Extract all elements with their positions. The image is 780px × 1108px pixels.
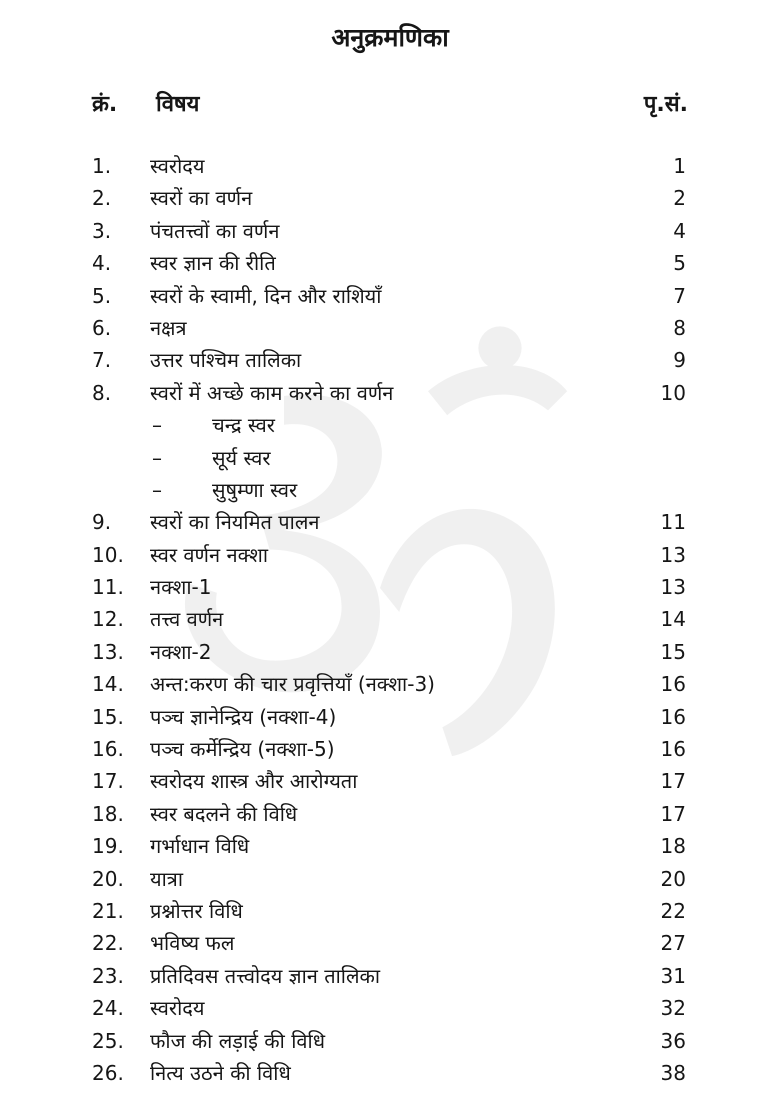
entry-subject: नक्शा-1 [150, 575, 212, 600]
entry-number: 10. [92, 542, 124, 567]
entry-number: 7. [92, 348, 112, 373]
entry-number: 17. [92, 769, 124, 794]
entry-subject: स्वरों में अच्छे काम करने का वर्णन [150, 380, 394, 405]
entry-subject: सुषुम्णा स्वर [212, 477, 298, 502]
entry-number: 2. [92, 186, 112, 211]
list-item [0, 280, 780, 312]
entry-subject: नक्षत्र [150, 315, 187, 340]
entry-number: 11. [92, 575, 124, 600]
sub-list-item [0, 442, 780, 474]
entry-page: 7 [673, 283, 686, 308]
list-item [0, 765, 780, 797]
entry-subject: उत्तर पश्चिम तालिका [150, 348, 302, 373]
entry-subject: स्वर वर्णन नक्शा [150, 542, 269, 567]
entry-subject: स्वरोदय [150, 996, 205, 1021]
entry-subject: यात्रा [150, 866, 183, 891]
entry-number: 22. [92, 931, 124, 956]
entry-page: 5 [673, 251, 686, 276]
list-item [0, 150, 780, 182]
entry-number: 4. [92, 251, 112, 276]
list-item [0, 571, 780, 603]
list-item [0, 992, 780, 1024]
entry-page: 2 [673, 186, 686, 211]
sub-list-item [0, 409, 780, 441]
entry-subject: पञ्च कर्मेन्द्रिय (नक्शा-5) [150, 737, 335, 762]
header-number-label: क्रं. [92, 92, 118, 117]
list-item [0, 1025, 780, 1057]
list-item [0, 312, 780, 344]
entry-dash: – [152, 445, 162, 470]
header-subject-label: विषय [156, 92, 200, 117]
entry-subject: स्वर ज्ञान की रीति [150, 251, 276, 276]
entry-subject: स्वरों का वर्णन [150, 186, 253, 211]
entry-subject: पञ्च ज्ञानेन्द्रिय (नक्शा-4) [150, 704, 337, 729]
entry-number: 16. [92, 737, 124, 762]
entry-page: 9 [673, 348, 686, 373]
list-item [0, 927, 780, 959]
list-item [0, 539, 780, 571]
entry-page: 16 [660, 672, 686, 697]
entry-subject: स्वरोदय [150, 154, 205, 178]
table-header [0, 88, 780, 122]
entry-subject: फौज की लड़ाई की विधि [150, 1028, 325, 1053]
entry-page: 17 [660, 769, 686, 794]
entry-number: 1. [92, 154, 112, 178]
entry-number: 14. [92, 672, 124, 697]
entry-number: 18. [92, 801, 124, 826]
entry-page: 32 [660, 996, 686, 1021]
entry-page: 16 [660, 737, 686, 762]
entry-page: 36 [660, 1028, 686, 1053]
entry-subject: तत्त्व वर्णन [150, 607, 224, 632]
entry-page: 15 [660, 639, 686, 664]
list-item [0, 895, 780, 927]
list-item [0, 798, 780, 830]
entry-subject: स्वरों का नियमित पालन [150, 510, 320, 535]
entry-number: 9. [92, 510, 112, 535]
entry-page: 13 [660, 542, 686, 567]
entry-subject: नित्य उठने की विधि [150, 1060, 291, 1085]
list-item [0, 247, 780, 279]
entry-subject: पंचतत्त्वों का वर्णन [150, 218, 280, 243]
list-item [0, 603, 780, 635]
entry-page: 4 [673, 218, 686, 243]
contents-list [0, 150, 780, 1089]
entry-page: 11 [660, 510, 686, 535]
list-item [0, 1057, 780, 1089]
entry-number: 21. [92, 898, 124, 923]
entry-number: 5. [92, 283, 112, 308]
entry-number: 23. [92, 963, 124, 988]
entry-number: 8. [92, 380, 112, 405]
entry-number: 3. [92, 218, 112, 243]
entry-number: 19. [92, 834, 124, 859]
page-title: अनुक्रमणिका [331, 23, 449, 52]
entry-subject: सूर्य स्वर [212, 445, 271, 470]
list-item [0, 636, 780, 668]
entry-page: 20 [660, 866, 686, 891]
entry-subject: भविष्य फल [150, 931, 235, 956]
entry-subject: प्रश्नोत्तर विधि [150, 898, 243, 923]
entry-page: 22 [660, 898, 686, 923]
entry-page: 14 [660, 607, 686, 632]
entry-subject: अन्त:करण की चार प्रवृत्तियाँ (नक्शा-3) [150, 672, 435, 697]
list-item [0, 215, 780, 247]
list-item [0, 377, 780, 409]
list-item [0, 733, 780, 765]
entry-page: 10 [660, 380, 686, 405]
entry-number: 25. [92, 1028, 124, 1053]
entry-page: 13 [660, 575, 686, 600]
entry-number: 15. [92, 704, 124, 729]
entry-dash: – [152, 413, 162, 438]
entry-number: 12. [92, 607, 124, 632]
entry-subject: स्वरोदय शास्त्र और आरोग्यता [150, 769, 358, 794]
list-item [0, 344, 780, 376]
entry-number: 6. [92, 315, 112, 340]
list-item [0, 701, 780, 733]
entry-page: 27 [660, 931, 686, 956]
entry-number: 24. [92, 996, 124, 1021]
entry-subject: स्वरों के स्वामी, दिन और राशियाँ [150, 283, 382, 308]
entry-page: 1 [673, 154, 686, 178]
entry-subject: गर्भाधान विधि [150, 834, 250, 859]
list-item [0, 182, 780, 214]
entry-page: 31 [660, 963, 686, 988]
list-item [0, 960, 780, 992]
entry-subject: स्वर बदलने की विधि [150, 801, 298, 826]
entry-subject: नक्शा-2 [150, 639, 212, 664]
list-item [0, 506, 780, 538]
entry-number: 26. [92, 1060, 124, 1085]
entry-page: 16 [660, 704, 686, 729]
entry-page: 17 [660, 801, 686, 826]
sub-list-item [0, 474, 780, 506]
entry-subject: प्रतिदिवस तत्त्वोदय ज्ञान तालिका [150, 963, 381, 988]
list-item [0, 863, 780, 895]
entry-page: 18 [660, 834, 686, 859]
entry-page: 8 [673, 315, 686, 340]
entry-page: 38 [660, 1060, 686, 1085]
entry-subject: चन्द्र स्वर [212, 413, 275, 438]
list-item [0, 830, 780, 862]
entry-number: 20. [92, 866, 124, 891]
entry-number: 13. [92, 639, 124, 664]
list-item [0, 668, 780, 700]
entry-dash: – [152, 477, 162, 502]
header-page-label: पृ.सं. [643, 92, 688, 117]
